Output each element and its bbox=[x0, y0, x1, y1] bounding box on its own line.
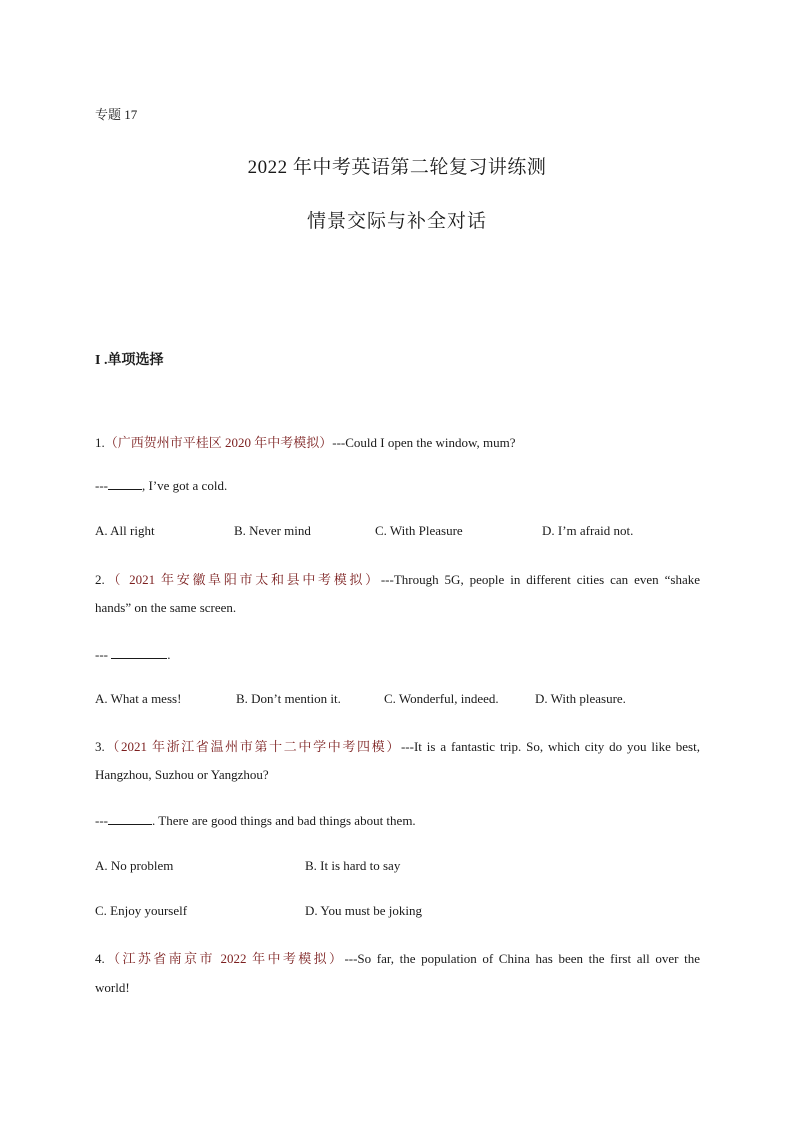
page-title: 2022 年中考英语第二轮复习讲练测 bbox=[247, 157, 547, 178]
question-3 bbox=[95, 736, 700, 755]
option-a[interactable]: A. What a mess! bbox=[95, 691, 182, 706]
question-number: 1. bbox=[95, 435, 105, 450]
option-b[interactable]: B. It is hard to say bbox=[305, 858, 401, 873]
question-prompt: ---Could I open the window, mum? bbox=[332, 435, 516, 450]
question-4 bbox=[95, 948, 700, 967]
option-b[interactable]: B. Never mind bbox=[234, 523, 311, 538]
question-2-reply: --- . bbox=[95, 647, 171, 662]
question-number: 3. bbox=[95, 739, 105, 754]
question-number: 4. bbox=[95, 951, 105, 966]
option-b[interactable]: B. Don’t mention it. bbox=[236, 691, 341, 706]
option-d[interactable]: D. I’m afraid not. bbox=[542, 523, 634, 538]
option-c[interactable]: C. Enjoy yourself bbox=[95, 903, 188, 918]
topic-label: 专题 17 bbox=[95, 107, 138, 122]
question-prompt: ---Through 5G, people in different cities can even “shake bbox=[380, 572, 700, 587]
question-source: （2021 年浙江省温州市第十二中学中考四模） bbox=[104, 739, 401, 754]
page-subtitle: 情景交际与补全对话 bbox=[306, 211, 487, 232]
answer-blank[interactable] bbox=[108, 813, 152, 825]
answer-blank[interactable] bbox=[108, 478, 142, 490]
question-1 bbox=[95, 432, 516, 451]
question-source: （江苏省南京市 2022 年中考模拟） bbox=[104, 951, 345, 966]
option-a[interactable]: A. No problem bbox=[95, 858, 174, 873]
option-c[interactable]: C. Wonderful, indeed. bbox=[384, 691, 499, 706]
question-prompt: ---It is a fantastic trip. So, which city do you like best, bbox=[400, 739, 700, 754]
question-1-reply: --- , I’ve got a cold. bbox=[95, 478, 228, 493]
question-source: （广西贺州市平桂区 2020 年中考模拟） bbox=[104, 435, 333, 450]
question-2 bbox=[95, 569, 700, 588]
question-2-line2: hands” on the same screen. bbox=[95, 600, 237, 615]
question-prompt: ---So far, the population of China has been the first all over the bbox=[344, 951, 700, 966]
answer-blank[interactable] bbox=[111, 647, 167, 659]
option-d[interactable]: D. You must be joking bbox=[305, 903, 423, 918]
question-number: 2. bbox=[95, 572, 105, 587]
question-3-line2: Hangzhou, Suzhou or Yangzhou? bbox=[95, 767, 269, 782]
question-4-line2: world! bbox=[95, 980, 130, 995]
question-source: （ 2021 年安徽阜阳市太和县中考模拟） bbox=[104, 572, 381, 587]
question-3-reply: --- . There are good things and bad things about them. bbox=[95, 813, 416, 828]
option-a[interactable]: A. All right bbox=[95, 523, 155, 538]
option-c[interactable]: C. With Pleasure bbox=[375, 523, 463, 538]
option-d[interactable]: D. With pleasure. bbox=[535, 691, 626, 706]
section-heading: I .单项选择 bbox=[95, 353, 164, 368]
